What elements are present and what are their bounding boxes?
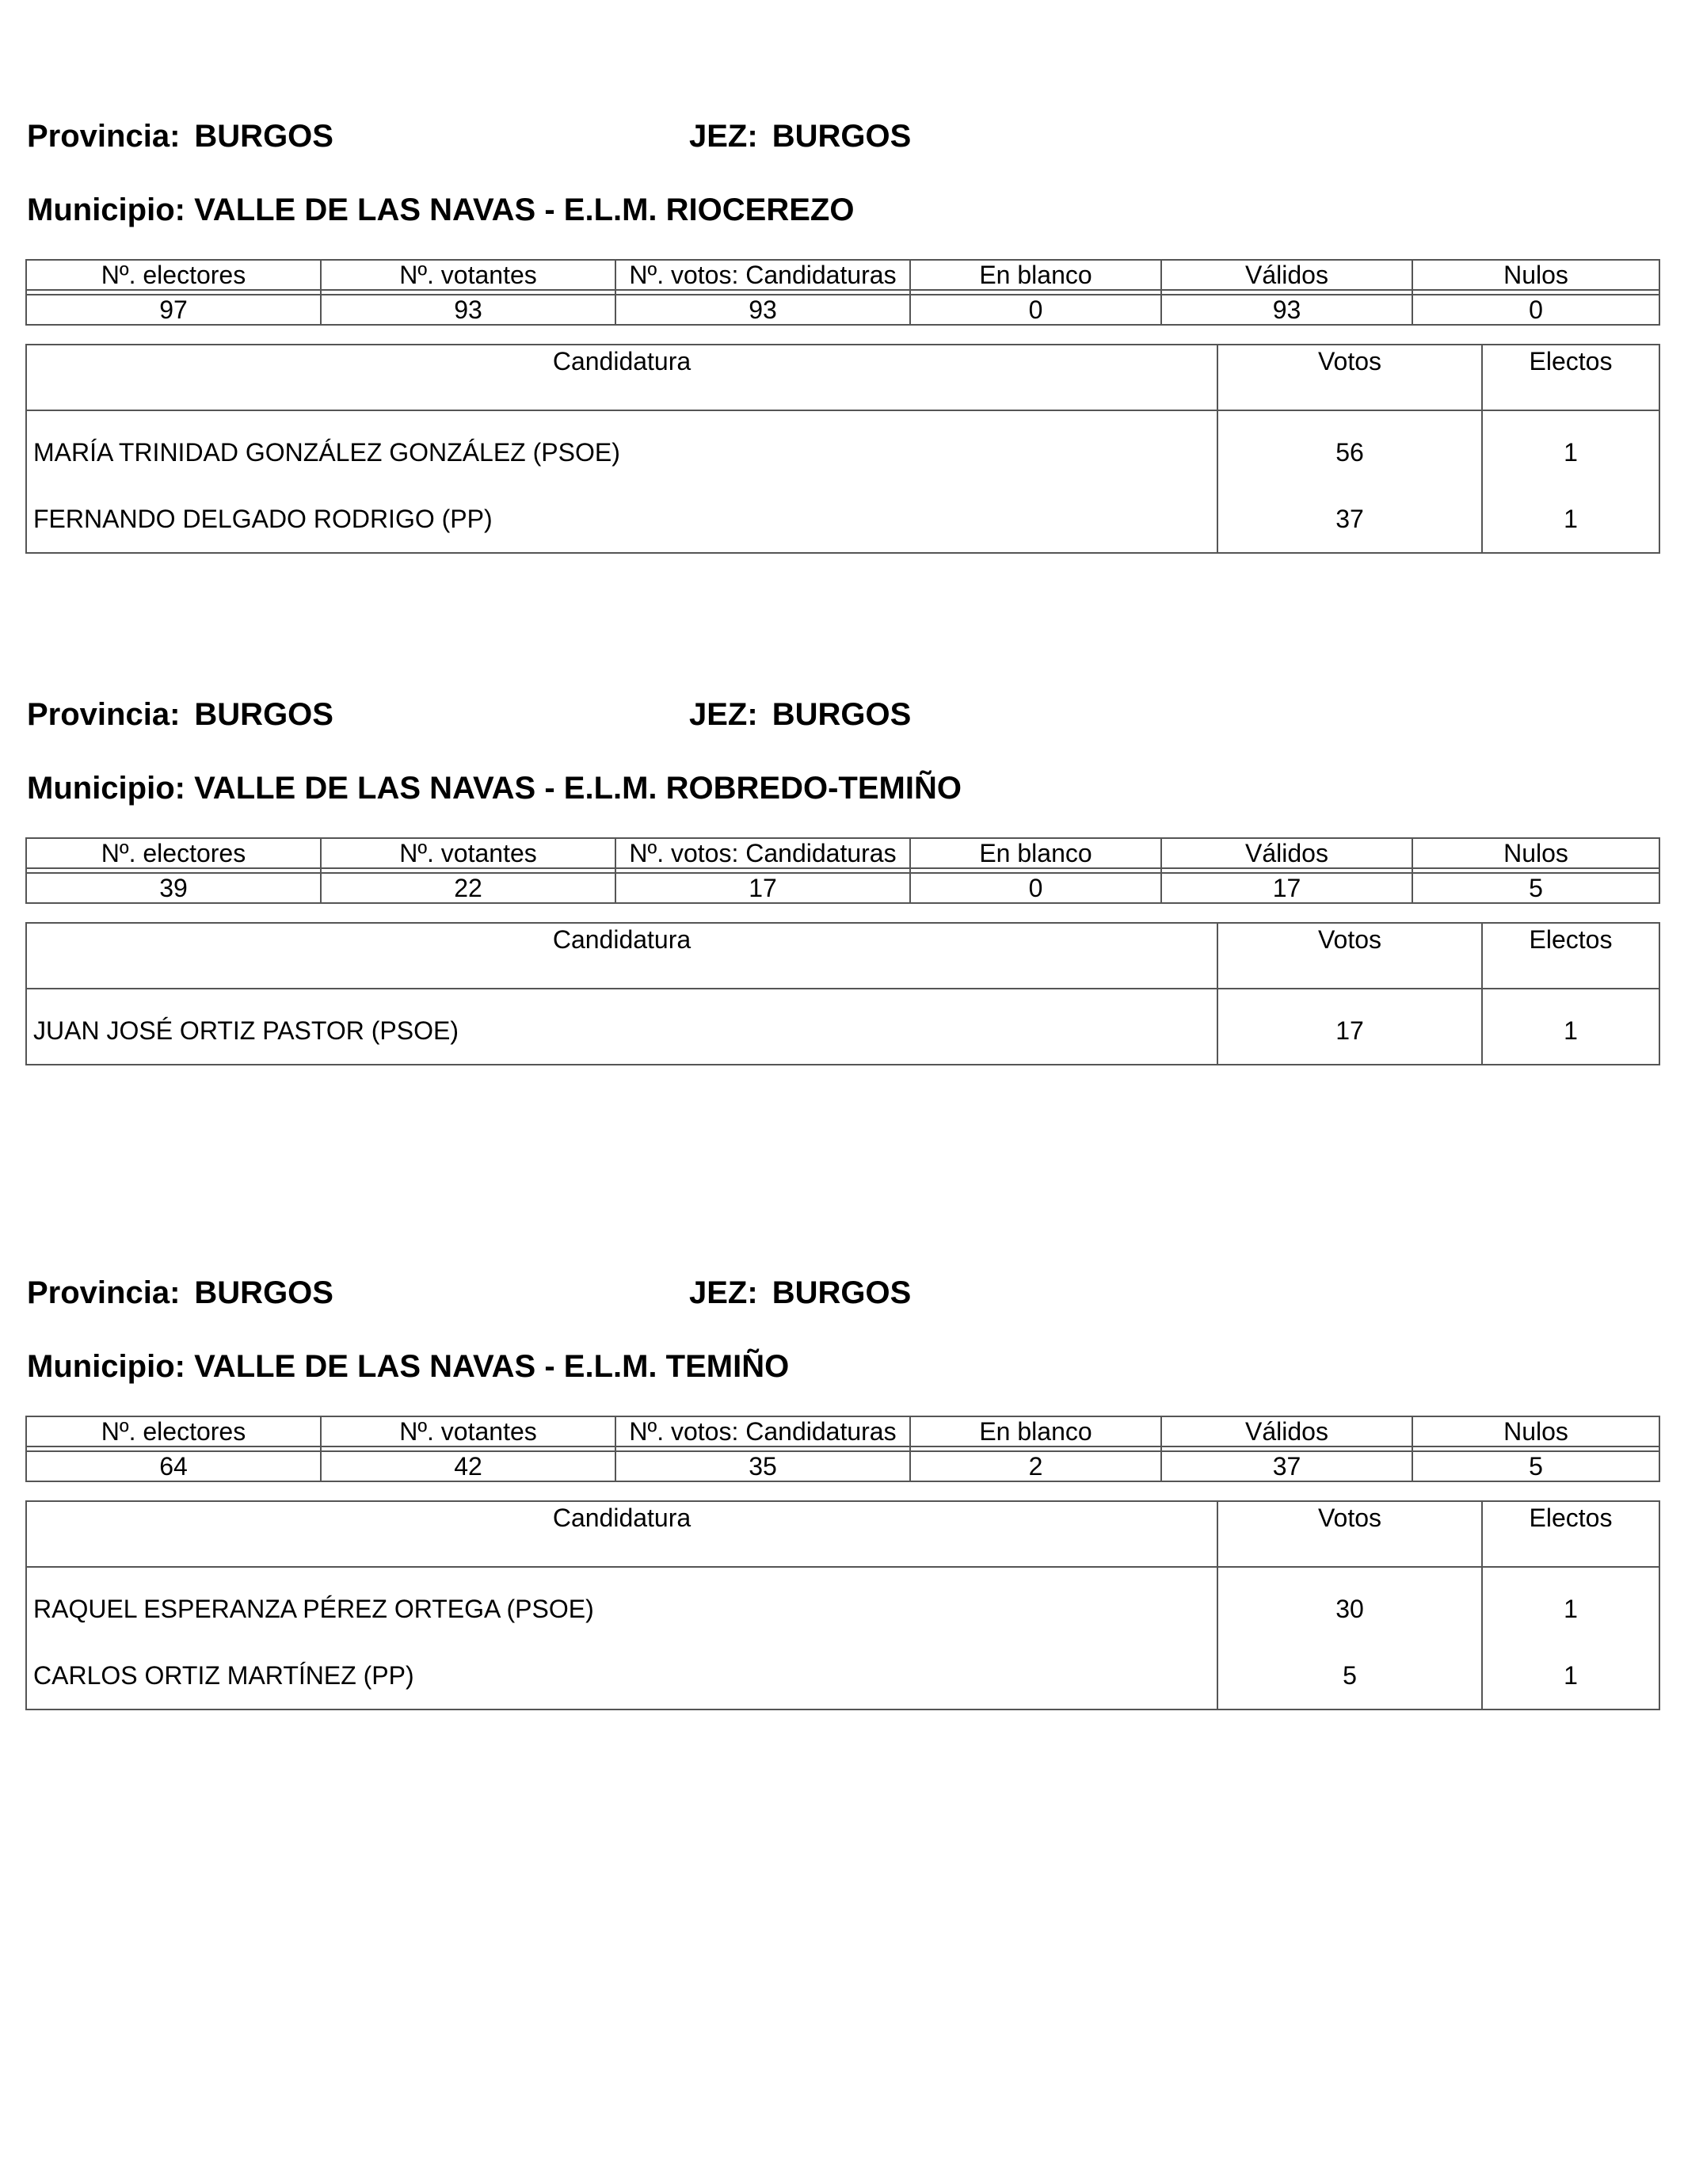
- candidates-header-votos: Votos: [1217, 345, 1482, 410]
- stats-value-votos-candidaturas: 35: [615, 1451, 910, 1481]
- candidate-name: FERNANDO DELGADO RODRIGO (PP): [26, 486, 1217, 553]
- candidate-votos: 5: [1217, 1642, 1482, 1709]
- stats-header-row: [26, 838, 1659, 868]
- stats-header-votantes: Nº. votantes: [321, 838, 615, 868]
- stats-value-electores: 64: [26, 1451, 321, 1481]
- municipio-label: Municipio:: [27, 1349, 185, 1384]
- provincia-label: Provincia:: [27, 119, 181, 154]
- stats-header-electores: Nº. electores: [26, 260, 321, 290]
- stats-header-votos-candidaturas: Nº. votos: Candidaturas: [615, 260, 910, 290]
- stats-header-electores: Nº. electores: [26, 838, 321, 868]
- candidate-row: [26, 1642, 1659, 1709]
- jez-line: [689, 696, 911, 734]
- stats-header-row: [26, 1416, 1659, 1446]
- provincia-line: [27, 117, 333, 155]
- stats-header-validos: Válidos: [1161, 838, 1412, 868]
- stats-value-en-blanco: 0: [910, 295, 1161, 325]
- stats-value-votantes: 42: [321, 1451, 615, 1481]
- candidates-header-electos: Electos: [1482, 923, 1659, 989]
- candidate-votos: 30: [1217, 1567, 1482, 1642]
- jez-label: JEZ:: [689, 119, 758, 154]
- candidates-header-votos: Votos: [1217, 923, 1482, 989]
- provincia-label: Provincia:: [27, 697, 181, 732]
- candidates-header-row: [26, 1501, 1659, 1567]
- stats-value-en-blanco: 2: [910, 1451, 1161, 1481]
- municipio-value: VALLE DE LAS NAVAS - E.L.M. TEMIÑO: [194, 1349, 790, 1384]
- candidates-header-candidatura: Candidatura: [26, 345, 1217, 410]
- stats-table: [25, 837, 1660, 904]
- provincia-line: [27, 1274, 333, 1312]
- stats-value-electores: 39: [26, 873, 321, 903]
- candidate-votos: 37: [1217, 486, 1482, 553]
- stats-value-validos: 37: [1161, 1451, 1412, 1481]
- candidate-row: [26, 1567, 1659, 1642]
- candidates-header-electos: Electos: [1482, 345, 1659, 410]
- candidates-table: [25, 344, 1660, 554]
- stats-value-validos: 17: [1161, 873, 1412, 903]
- jez-label: JEZ:: [689, 1275, 758, 1310]
- stats-header-nulos: Nulos: [1412, 838, 1659, 868]
- stats-header-en-blanco: En blanco: [910, 1416, 1161, 1446]
- stats-value-en-blanco: 0: [910, 873, 1161, 903]
- candidate-row: [26, 486, 1659, 553]
- candidate-votos: 56: [1217, 410, 1482, 486]
- candidate-name: MARÍA TRINIDAD GONZÁLEZ GONZÁLEZ (PSOE): [26, 410, 1217, 486]
- stats-header-nulos: Nulos: [1412, 1416, 1659, 1446]
- stats-table: [25, 1416, 1660, 1482]
- jez-value: BURGOS: [772, 119, 912, 154]
- provincia-line: [27, 696, 333, 734]
- candidate-votos: 17: [1217, 989, 1482, 1065]
- provincia-value: BURGOS: [194, 119, 333, 154]
- jez-value: BURGOS: [772, 1275, 912, 1310]
- stats-value-votos-candidaturas: 17: [615, 873, 910, 903]
- municipio-line: [27, 769, 962, 807]
- municipio-value: VALLE DE LAS NAVAS - E.L.M. RIOCEREZO: [194, 192, 855, 227]
- stats-header-en-blanco: En blanco: [910, 260, 1161, 290]
- stats-value-row: [26, 295, 1659, 325]
- provincia-value: BURGOS: [194, 697, 333, 732]
- stats-value-row: [26, 873, 1659, 903]
- candidate-name: RAQUEL ESPERANZA PÉREZ ORTEGA (PSOE): [26, 1567, 1217, 1642]
- stats-value-nulos: 5: [1412, 1451, 1659, 1481]
- stats-value-electores: 97: [26, 295, 321, 325]
- stats-header-validos: Válidos: [1161, 260, 1412, 290]
- candidate-electos: 1: [1482, 1567, 1659, 1642]
- stats-header-votos-candidaturas: Nº. votos: Candidaturas: [615, 838, 910, 868]
- municipio-line: [27, 191, 854, 229]
- candidates-header-row: [26, 923, 1659, 989]
- stats-header-votantes: Nº. votantes: [321, 260, 615, 290]
- candidates-table: [25, 922, 1660, 1065]
- candidates-header-candidatura: Candidatura: [26, 923, 1217, 989]
- jez-value: BURGOS: [772, 697, 912, 732]
- stats-value-votantes: 22: [321, 873, 615, 903]
- candidate-electos: 1: [1482, 1642, 1659, 1709]
- stats-value-nulos: 5: [1412, 873, 1659, 903]
- stats-value-nulos: 0: [1412, 295, 1659, 325]
- candidate-electos: 1: [1482, 410, 1659, 486]
- stats-value-validos: 93: [1161, 295, 1412, 325]
- stats-header-electores: Nº. electores: [26, 1416, 321, 1446]
- candidate-name: JUAN JOSÉ ORTIZ PASTOR (PSOE): [26, 989, 1217, 1065]
- candidate-row: [26, 410, 1659, 486]
- candidate-row: [26, 989, 1659, 1065]
- municipio-label: Municipio:: [27, 771, 185, 806]
- stats-header-nulos: Nulos: [1412, 260, 1659, 290]
- candidates-header-electos: Electos: [1482, 1501, 1659, 1567]
- stats-value-votantes: 93: [321, 295, 615, 325]
- stats-header-votantes: Nº. votantes: [321, 1416, 615, 1446]
- candidates-header-votos: Votos: [1217, 1501, 1482, 1567]
- provincia-label: Provincia:: [27, 1275, 181, 1310]
- stats-value-votos-candidaturas: 93: [615, 295, 910, 325]
- provincia-value: BURGOS: [194, 1275, 333, 1310]
- stats-header-en-blanco: En blanco: [910, 838, 1161, 868]
- candidates-header-row: [26, 345, 1659, 410]
- jez-line: [689, 117, 911, 155]
- municipio-label: Municipio:: [27, 192, 185, 227]
- stats-header-validos: Válidos: [1161, 1416, 1412, 1446]
- jez-label: JEZ:: [689, 697, 758, 732]
- stats-value-row: [26, 1451, 1659, 1481]
- municipio-value: VALLE DE LAS NAVAS - E.L.M. ROBREDO-TEMIÑO: [194, 771, 962, 806]
- jez-line: [689, 1274, 911, 1312]
- stats-header-votos-candidaturas: Nº. votos: Candidaturas: [615, 1416, 910, 1446]
- stats-table: [25, 259, 1660, 326]
- candidates-table: [25, 1500, 1660, 1710]
- municipio-line: [27, 1347, 789, 1385]
- candidate-electos: 1: [1482, 989, 1659, 1065]
- candidate-electos: 1: [1482, 486, 1659, 553]
- candidate-name: CARLOS ORTIZ MARTÍNEZ (PP): [26, 1642, 1217, 1709]
- stats-header-row: [26, 260, 1659, 290]
- candidates-header-candidatura: Candidatura: [26, 1501, 1217, 1567]
